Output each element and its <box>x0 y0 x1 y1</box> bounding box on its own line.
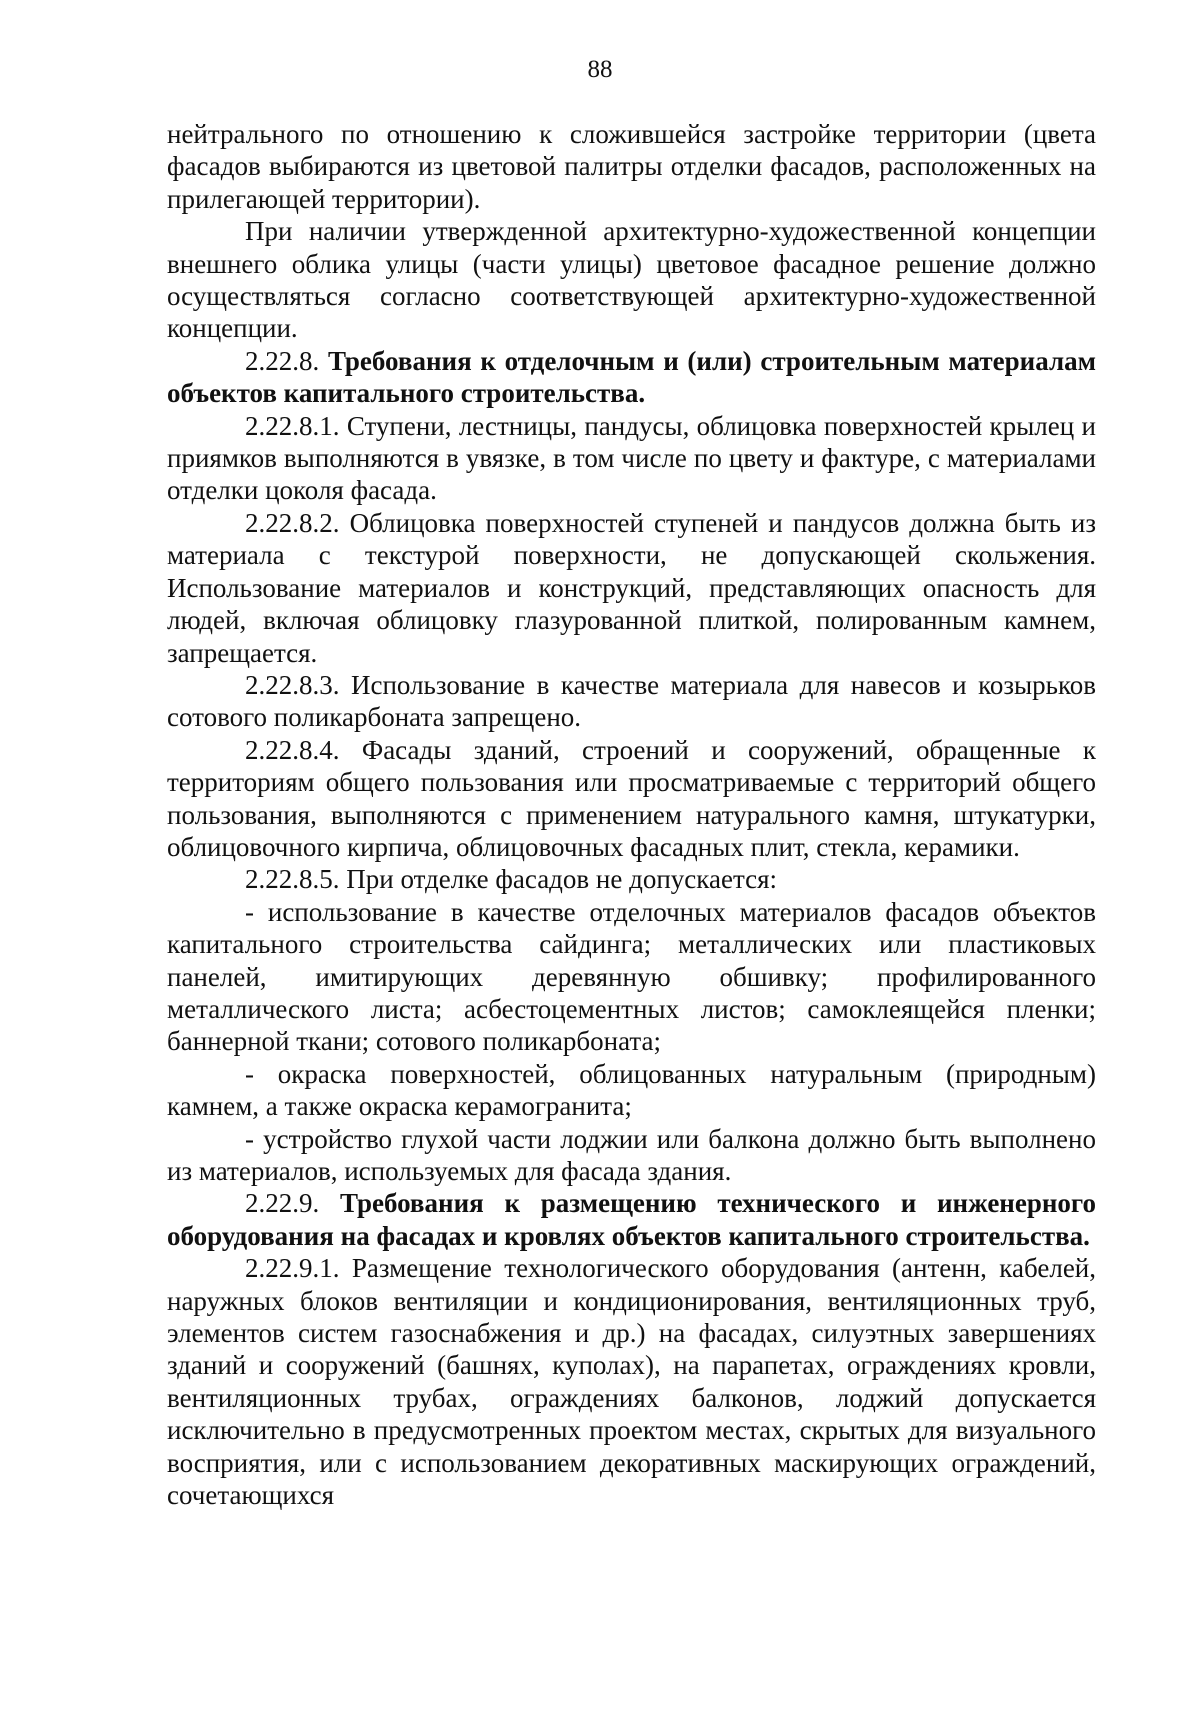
section-number: 2.22.9. <box>245 1188 320 1219</box>
clause-2-22-8-4: 2.22.8.4. Фасады зданий, строений и сооружений, обращенные к территориям общего пользования или просматриваемые с территорий общего пользования, выполняются с применением натурального камня, штукатурки, облицовочного кирпича, облицовочных фасадных плит, стекла, керамики. <box>167 734 1096 862</box>
page-number: 88 <box>587 56 613 83</box>
section-number: 2.22.8. <box>245 345 320 376</box>
list-item: - устройство глухой части лоджии или балкона должно быть выполнено из материалов, используемых для фасада здания. <box>167 1123 1096 1186</box>
paragraph-continuation: нейтрального по отношению к сложившейся застройке территории (цвета фасадов выбираются из цветовой палитры отделки фасадов, расположенных на прилегающей территории). <box>167 119 1096 214</box>
section-heading-2-22-8 <box>167 345 1096 410</box>
list-item: - использование в качестве отделочных материалов фасадов объектов капитального строительства сайдинга; металлических или пластиковых панелей, имитирующих деревянную обшивку; профилированного металлического листа; асбестоцементных листов; самоклеящейся пленки; баннерной ткани; сотового поликарбоната; <box>167 896 1096 1057</box>
document-body <box>167 118 1096 1511</box>
clause-2-22-9-1: 2.22.9.1. Размещение технологического оборудования (антенн, кабелей, наружных блоков вентиляции и кондиционирования, вентиляционных труб, элементов систем газоснабжения и др.) на фасадах, силуэтных завершениях зданий и сооружений (башнях, куполах), на парапетах, ограждениях кровли, вентиляционных трубах, ограждениях балконов, лоджий допускается исключительно в предусмотренных проектом местах, скрытых для визуального восприятия, или с использованием декоративных маскирующих ограждений, сочетающихся <box>167 1253 1096 1511</box>
section-title: Требования к отделочным и (или) строительным материалам объектов капитального строительства. <box>167 345 1096 409</box>
clause-2-22-8-3: 2.22.8.3. Использование в качестве материала для навесов и козырьков сотового поликарбоната запрещено. <box>167 669 1096 733</box>
paragraph-concept: При наличии утвержденной архитектурно-художественной концепции внешнего облика улицы (части улицы) цветовое фасадное решение должно осуществляться согласно соответствующей архитектурно-художественной концепции. <box>167 216 1096 344</box>
list-item: - окраска поверхностей, облицованных натуральным (природным) камнем, а также окраска керамогранита; <box>167 1058 1096 1122</box>
section-heading-2-22-9 <box>167 1187 1096 1252</box>
clause-2-22-8-5: 2.22.8.5. При отделке фасадов не допускается: <box>245 864 777 895</box>
clause-2-22-8-1: 2.22.8.1. Ступени, лестницы, пандусы, облицовка поверхностей крылец и приямков выполняются в увязке, в том числе по цвету и фактуре, с материалами отделки цоколя фасада. <box>167 410 1096 506</box>
section-title: Требования к размещению технического и инженерного оборудования на фасадах и кровлях объектов капитального строительства. <box>167 1188 1097 1251</box>
clause-2-22-8-2: 2.22.8.2. Облицовка поверхностей ступеней и пандусов должна быть из материала с текстурой поверхности, не допускающей скольжения. Использование материалов и конструкций, представляющих опасность для людей, включая облицовку глазурованной плиткой, полированным камнем, запрещается. <box>167 507 1096 668</box>
